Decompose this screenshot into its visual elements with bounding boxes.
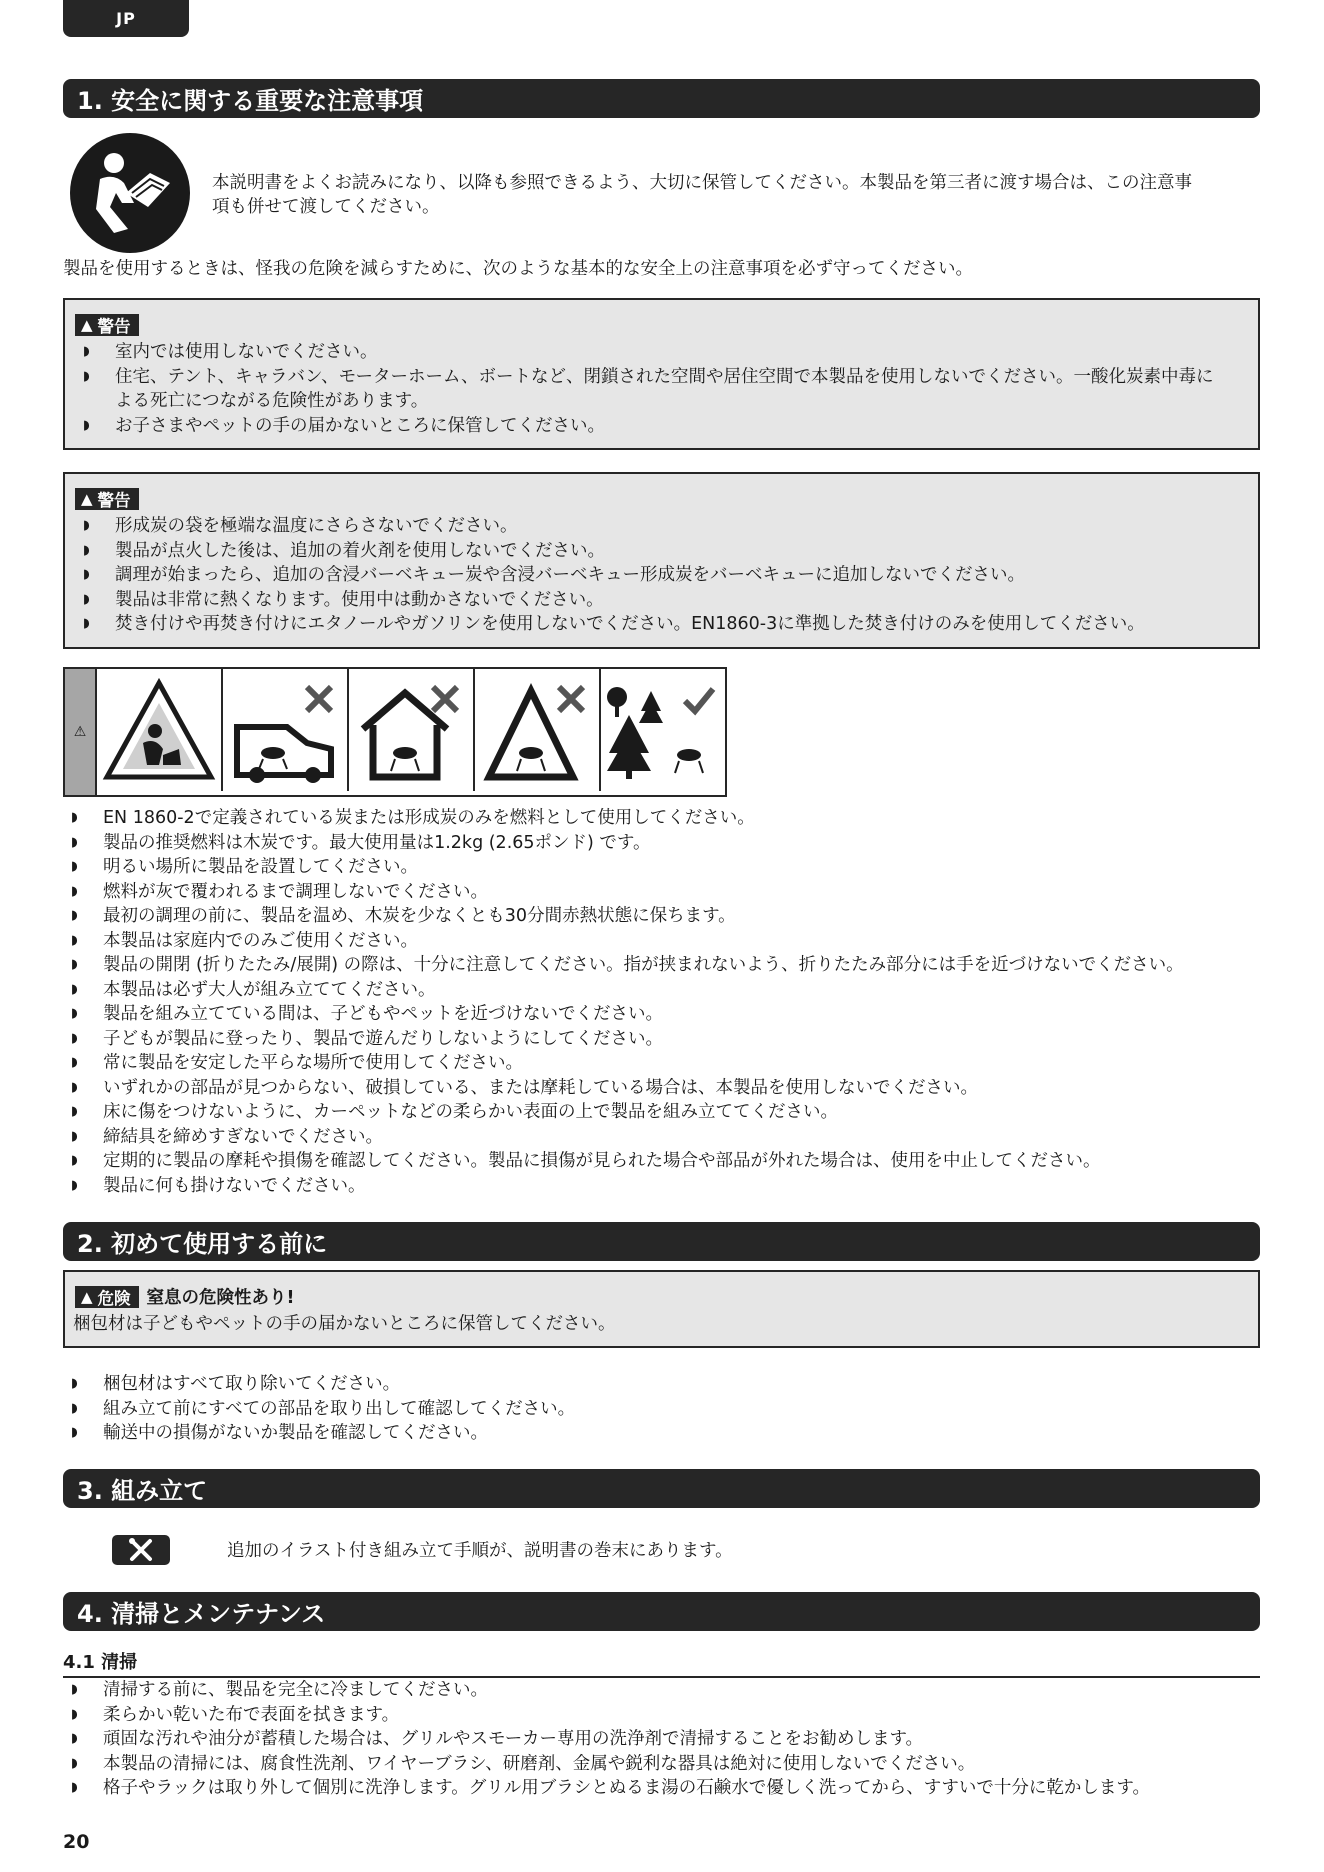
- before-use-list: [63, 1372, 1260, 1446]
- warning-badge-label: 警告: [97, 317, 131, 336]
- section-1-heading: 1. 安全に関する重要な注意事項: [63, 79, 1260, 118]
- warning-2-list: [75, 514, 1258, 637]
- page-number: 20: [63, 1831, 90, 1853]
- list-item: ◗ 組み立て前にすべての部品を取り出して確認してください。: [63, 1397, 1260, 1422]
- list-item: ◗ 製品の推奨燃料は木炭です。最大使用量は1.2kg (2.65ポンド) です。: [63, 831, 1260, 856]
- danger-box: [63, 1270, 1260, 1348]
- list-item: ◗ 本製品は家庭内でのみご使用ください。: [63, 929, 1260, 954]
- list-item: [75, 365, 1258, 414]
- list-item: ◗ 定期的に製品の摩耗や損傷を確認してください。製品に損傷が見られた場合や部品が外れた場合は、使用を中止してください。: [63, 1149, 1260, 1174]
- warning-triangle-icon: ▲: [81, 316, 93, 334]
- safety-list: [63, 806, 1260, 1198]
- list-item: ◗ 清掃する前に、製品を完全に冷ましてください。: [63, 1678, 1260, 1703]
- no-house-icon: [349, 669, 475, 791]
- safety-pictogram-strip: [63, 667, 727, 797]
- danger-heading: 窒息の危険性あり!: [146, 1288, 295, 1308]
- list-item: ◗ EN 1860-2で定義されている炭または形成炭のみを燃料として使用してください。: [63, 806, 1260, 831]
- no-tent-icon: [475, 669, 601, 791]
- intro-line-1: 本説明書をよくお読みになり、以降も参照できるよう、大切に保管してください。本製品を第三者に渡す場合は、この注意事: [212, 173, 1192, 193]
- list-item: ◗ いずれかの部品が見つからない、破損している、または摩耗している場合は、本製品を使用しないでください。: [63, 1076, 1260, 1101]
- list-item: ◗ 格子やラックは取り外して個別に洗浄します。グリル用ブラシとぬるま湯の石鹸水で優しく洗ってから、すすいで十分に乾かします。: [63, 1776, 1260, 1801]
- warning-triangle-icon: ⚠: [65, 669, 97, 795]
- list-item: ◗ 製品を組み立てている間は、子どもやペットを近づけないでください。: [63, 1002, 1260, 1027]
- list-item: ◗ 最初の調理の前に、製品を温め、木炭を少なくとも30分間赤熱状態に保ちます。: [63, 904, 1260, 929]
- list-item: ◗ 製品が点火した後は、追加の着火剤を使用しないでください。: [75, 539, 1258, 564]
- outdoor-ok-icon: [601, 669, 725, 791]
- list-item: ◗ 本製品の清掃には、腐食性洗剤、ワイヤーブラシ、研磨剤、金属や鋭利な器具は絶対に使用しないでください。: [63, 1752, 1260, 1777]
- list-item: ◗ 締結具を締めすぎないでください。: [63, 1125, 1260, 1150]
- list-item: ◗ 常に製品を安定した平らな場所で使用してください。: [63, 1051, 1260, 1076]
- section-2-heading: 2. 初めて使用する前に: [63, 1222, 1260, 1261]
- list-item: ◗ 形成炭の袋を極端な温度にさらさないでください。: [75, 514, 1258, 539]
- list-item: ◗ 本製品は必ず大人が組み立ててください。: [63, 978, 1260, 1003]
- warning-badge: [75, 314, 139, 336]
- warning-badge: [75, 488, 139, 510]
- list-item-text: 住宅、テント、キャラバン、モーターホーム、ボートなど、閉鎖された空間や居住空間で本製品を使用しないでください。一酸化炭素中毒に: [115, 366, 1214, 387]
- list-item: ◗ 製品の開閉 (折りたたみ/展開) の際は、十分に注意してください。指が挟まれないよう、折りたたみ部分には手を近づけないでください。: [63, 953, 1260, 978]
- danger-badge-label: 危険: [97, 1288, 131, 1308]
- list-item: ◗ 製品に何も掛けないでください。: [63, 1174, 1260, 1199]
- cleaning-list: [63, 1678, 1260, 1801]
- no-vehicle-icon: [223, 669, 349, 791]
- list-item: ◗ 子どもが製品に登ったり、製品で遊んだりしないようにしてください。: [63, 1027, 1260, 1052]
- read-manual-icon: [70, 133, 190, 253]
- intro-line-2: 項も併せて渡してください。: [212, 197, 440, 217]
- warning-triangle-icon: ▲: [81, 490, 93, 508]
- list-item: ◗ 床に傷をつけないように、カーペットなどの柔らかい表面の上で製品を組み立ててください。: [63, 1100, 1260, 1125]
- warning-box-2: [63, 472, 1260, 649]
- list-item: ◗ 輸送中の損傷がないか製品を確認してください。: [63, 1421, 1260, 1446]
- danger-badge: [75, 1286, 139, 1308]
- list-item: ◗ 燃料が灰で覆われるまで調理しないでください。: [63, 880, 1260, 905]
- list-item: ◗ 梱包材はすべて取り除いてください。: [63, 1372, 1260, 1397]
- section-4-heading: 4. 清掃とメンテナンス: [63, 1592, 1260, 1631]
- list-item: ◗ 明るい場所に製品を設置してください。: [63, 855, 1260, 880]
- list-item: ◗ 焚き付けや再焚き付けにエタノールやガソリンを使用しないでください。EN1860-3に準拠した焚き付けのみを使用してください。: [75, 612, 1258, 637]
- subsection-4-1-heading: 4.1 清掃: [63, 1648, 1260, 1678]
- list-item: ◗ 室内では使用しないでください。: [75, 340, 1258, 365]
- list-item: ◗ 柔らかい乾いた布で表面を拭きます。: [63, 1703, 1260, 1728]
- person-reading-manual-icon: [97, 669, 223, 791]
- assembly-note: 追加のイラスト付き組み立て手順が、説明書の巻末にあります。: [227, 1541, 733, 1561]
- list-item: ◗ 頑固な汚れや油分が蓄積した場合は、グリルやスモーカー専用の洗浄剤で清掃することをお勧めします。: [63, 1727, 1260, 1752]
- list-item-text-cont: よる死亡につながる危険性があります。: [115, 391, 429, 411]
- warning-triangle-icon: ▲: [81, 1287, 93, 1306]
- danger-text: 梱包材は子どもやペットの手の届かないところに保管してください。: [73, 1314, 616, 1334]
- list-item: ◗ 調理が始まったら、追加の含浸バーベキュー炭や含浸バーベキュー形成炭をバーベキューに追加しないでください。: [75, 563, 1258, 588]
- warning-box-1: [63, 298, 1260, 450]
- warning-1-list: [75, 340, 1258, 438]
- language-tab: JP: [63, 0, 189, 37]
- general-notice: 製品を使用するときは、怪我の危険を減らすために、次のような基本的な安全上の注意事項を必ず守ってください。: [63, 259, 973, 279]
- tools-icon: [112, 1535, 170, 1565]
- warning-badge-label: 警告: [97, 491, 131, 510]
- list-item: ◗ お子さまやペットの手の届かないところに保管してください。: [75, 414, 1258, 439]
- list-item: ◗ 製品は非常に熱くなります。使用中は動かさないでください。: [75, 588, 1258, 613]
- section-3-heading: 3. 組み立て: [63, 1469, 1260, 1508]
